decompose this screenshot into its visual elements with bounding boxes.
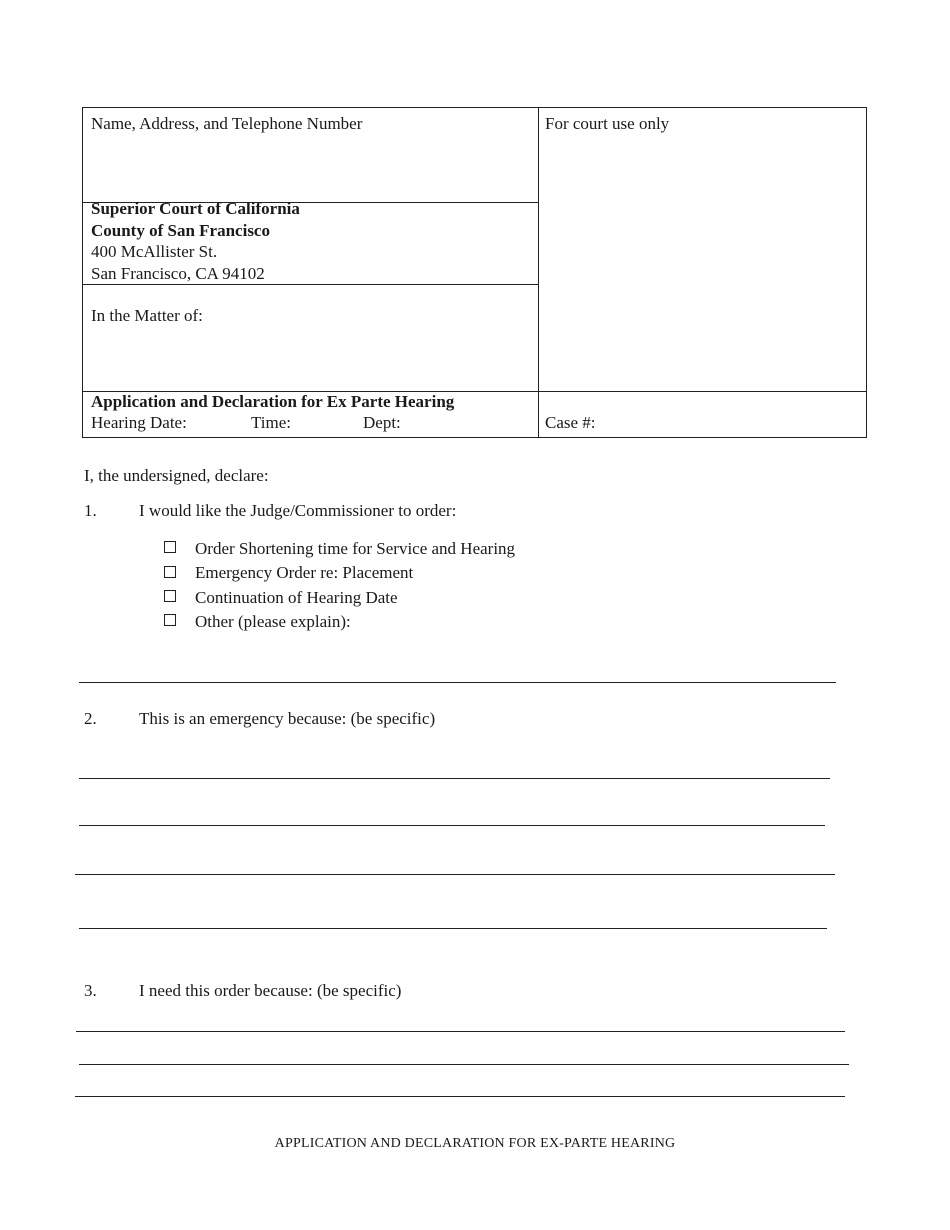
order-reason-line-2[interactable] [79, 1064, 849, 1065]
declaration-intro: I, the undersigned, declare: [84, 466, 269, 485]
option-emergency-order: Emergency Order re: Placement [195, 563, 414, 582]
dept-label: Dept: [363, 413, 401, 432]
option-order-shortening-time: Order Shortening time for Service and Hearing [195, 539, 516, 558]
court-name-line2: County of San Francisco [91, 221, 270, 240]
other-explain-line[interactable] [79, 682, 836, 683]
footer-form-title: APPLICATION AND DECLARATION FOR EX-PARTE HEARING [274, 1136, 676, 1151]
emergency-reason-line-4[interactable] [79, 928, 827, 929]
case-number-label: Case #: [545, 413, 596, 432]
option-other: Other (please explain): [195, 612, 351, 631]
court-address-line1: 400 McAllister St. [91, 242, 218, 261]
item2-number: 2. [84, 709, 97, 728]
court-address-line2: San Francisco, CA 94102 [91, 264, 265, 283]
order-reason-line-1[interactable] [76, 1031, 845, 1032]
checkbox-continuation[interactable] [164, 590, 176, 602]
order-reason-line-3[interactable] [75, 1096, 845, 1097]
checkbox-emergency-order[interactable] [164, 566, 176, 578]
option-continuation: Continuation of Hearing Date [195, 588, 398, 607]
checkbox-order-shortening-time[interactable] [164, 541, 176, 553]
emergency-reason-line-1[interactable] [79, 778, 830, 779]
item3-text: I need this order because: (be specific) [139, 981, 402, 1000]
matter-label: In the Matter of: [91, 306, 203, 325]
form-title: Application and Declaration for Ex Parte Hearing [91, 392, 455, 411]
item1-text: I would like the Judge/Commissioner to order: [139, 501, 457, 520]
header-column-divider [538, 107, 539, 438]
emergency-reason-line-3[interactable] [75, 874, 835, 875]
name-address-phone-label: Name, Address, and Telephone Number [91, 114, 363, 133]
item2-text: This is an emergency because: (be specific) [139, 709, 436, 728]
item1-number: 1. [84, 501, 97, 520]
hearing-date-label: Hearing Date: [91, 413, 187, 432]
court-use-label: For court use only [545, 114, 670, 133]
emergency-reason-line-2[interactable] [79, 825, 825, 826]
header-row-divider-2 [82, 284, 539, 285]
time-label: Time: [251, 413, 292, 432]
checkbox-other[interactable] [164, 614, 176, 626]
court-name-line1: Superior Court of California [91, 199, 300, 218]
item3-number: 3. [84, 981, 97, 1000]
